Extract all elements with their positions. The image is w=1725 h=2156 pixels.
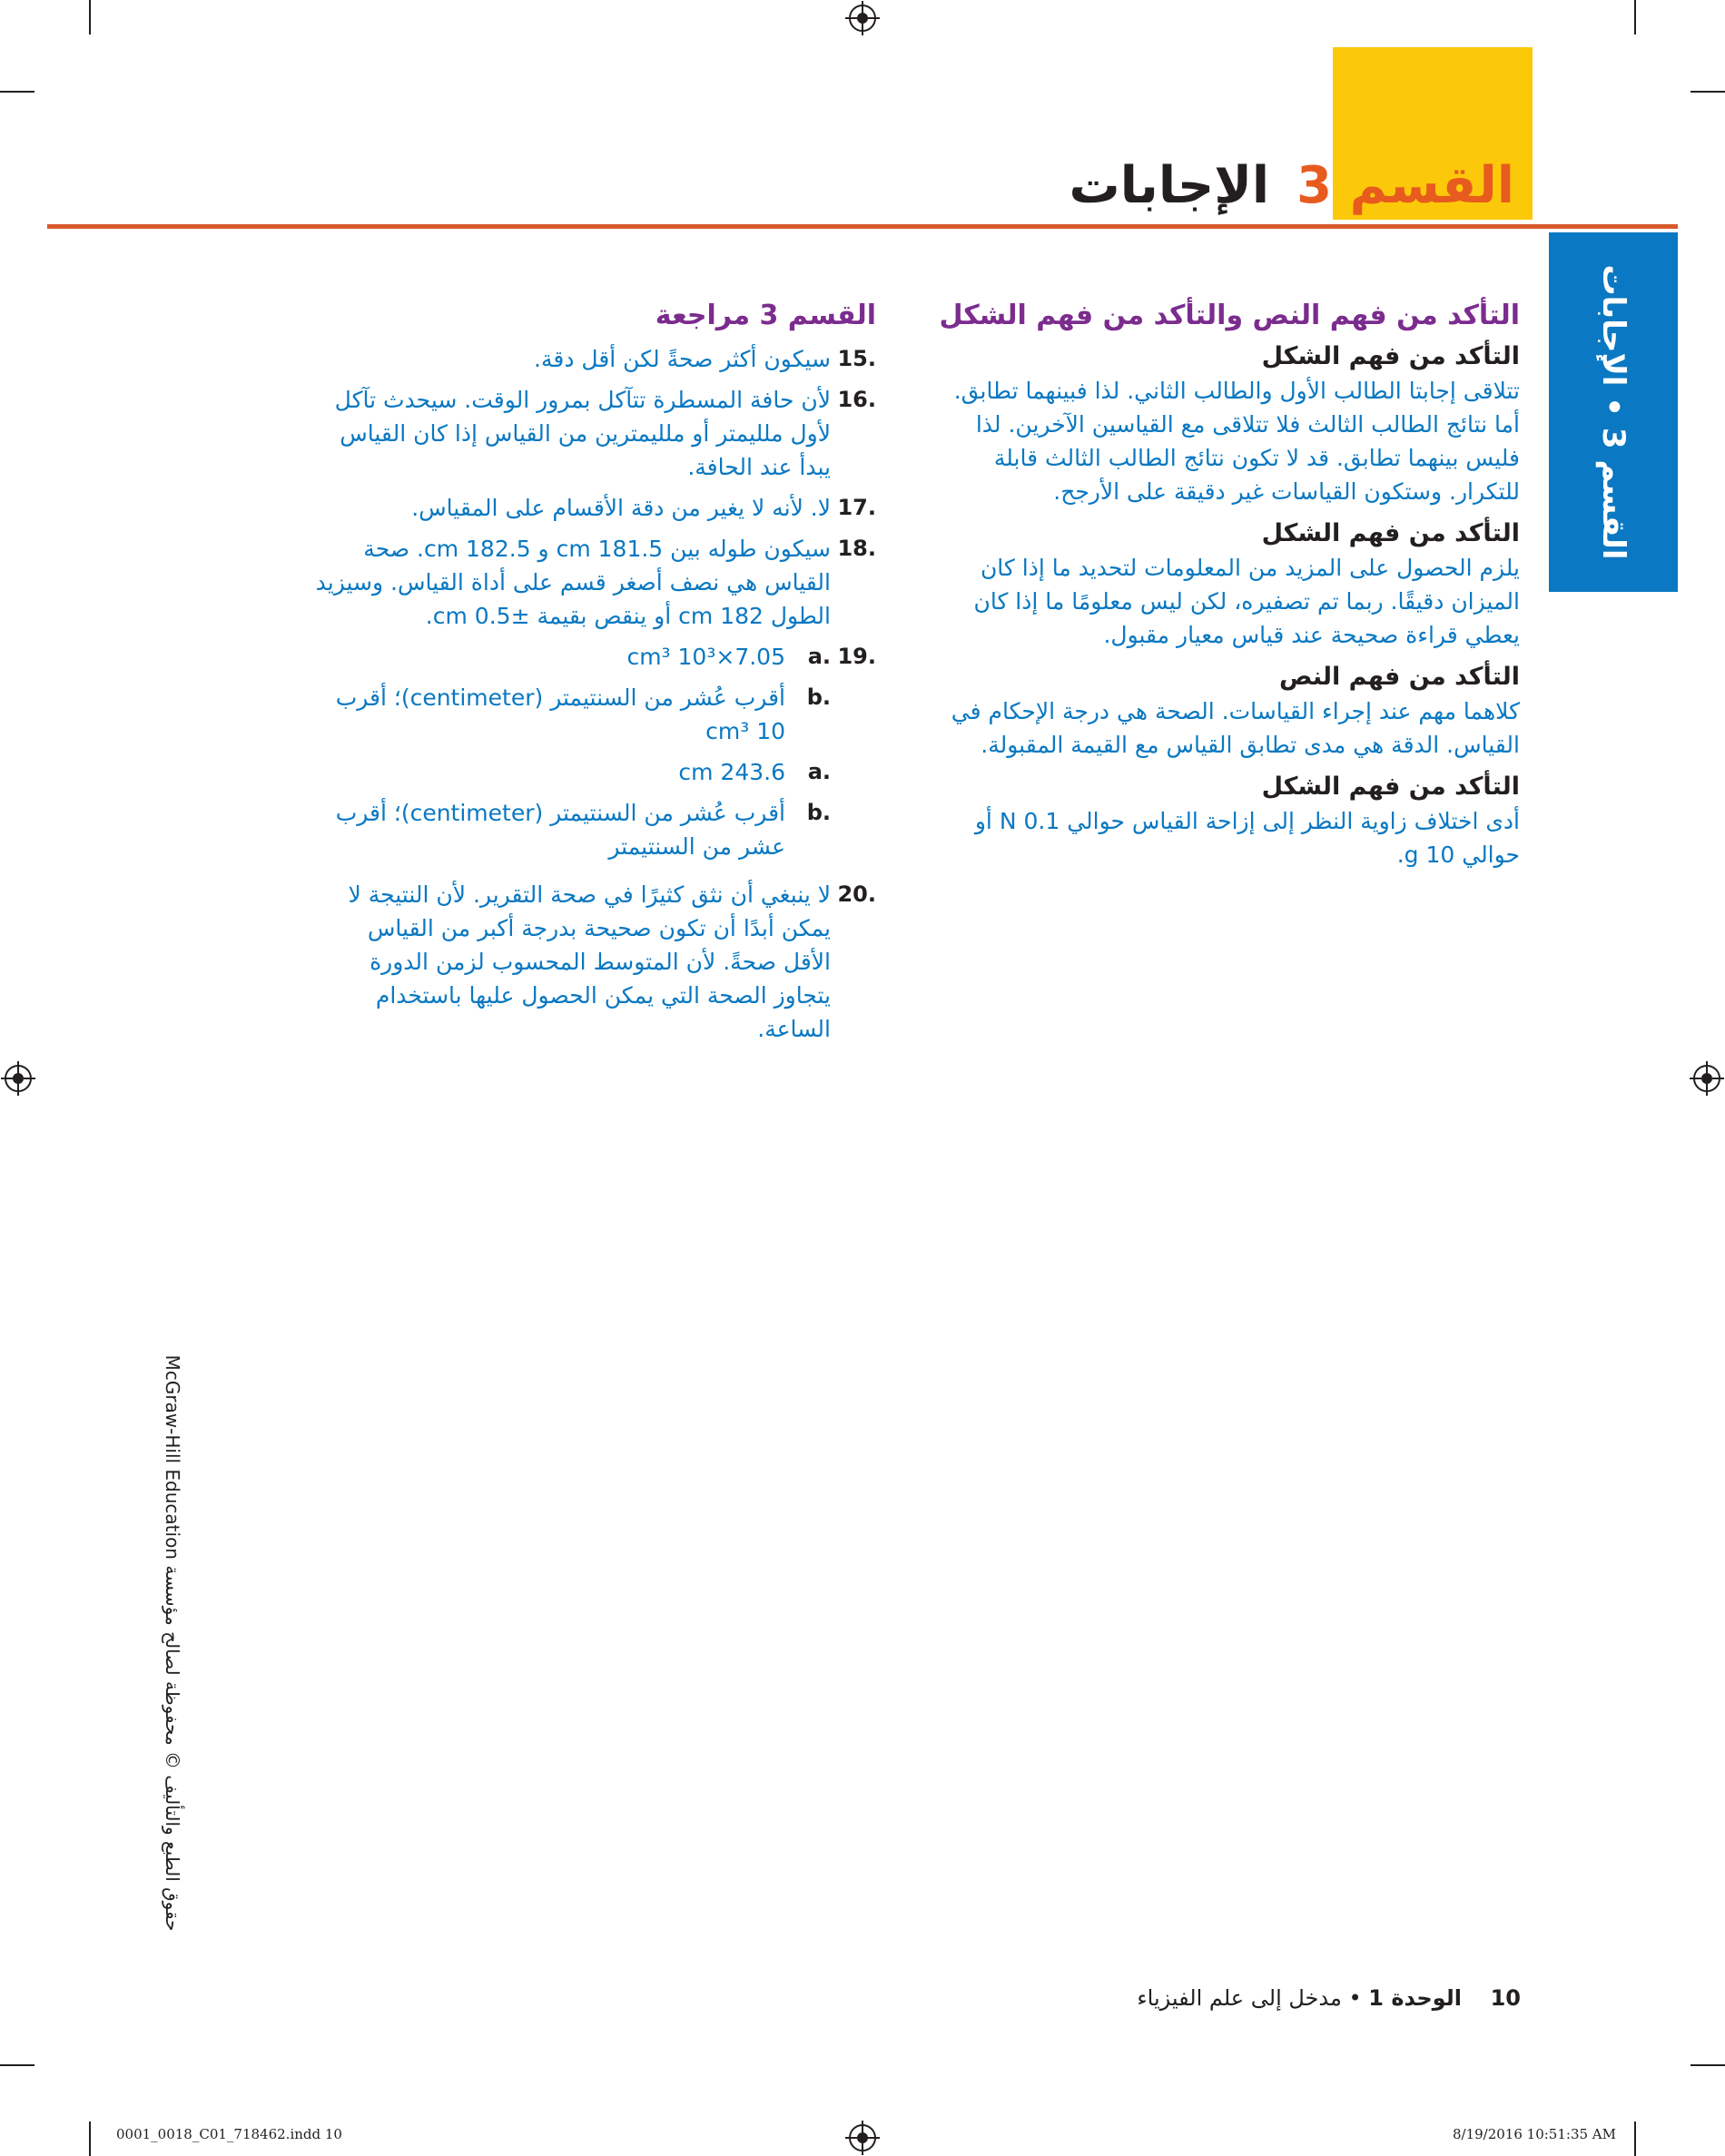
registration-mark-icon xyxy=(1693,1065,1720,1092)
sub-item xyxy=(313,755,831,789)
review-item xyxy=(313,491,876,525)
item-text: سيكون طوله بين 181.5 cm و 182.5 cm. صحة القياس هي نصف أصغر قسم على أداة القياس. وسيزيد الطول 182 cm أو ينقص بقيمة ±0.5 cm. xyxy=(315,536,831,629)
sub-label: b. xyxy=(806,800,831,825)
block-heading: التأكد من فهم الشكل xyxy=(1261,519,1520,547)
crop-mark xyxy=(89,0,91,34)
sub-text: 7.05×10³ cm³ xyxy=(626,644,785,670)
item-number: 17. xyxy=(837,495,876,520)
registration-mark-icon xyxy=(5,1065,32,1092)
item-number: 18. xyxy=(837,536,876,561)
copyright-credit: حقوق الطبع والتأليف © محفوظة لصالح مؤسسة McGraw-Hill Education xyxy=(162,1354,183,1932)
left-column-title: القسم 3 مراجعة xyxy=(655,300,876,331)
book-title: مدخل إلى علم الفيزياء xyxy=(1137,1985,1342,2011)
crop-mark xyxy=(89,2122,91,2156)
sub-text: 243.6 cm xyxy=(678,759,785,785)
review-item xyxy=(313,383,876,484)
slug-file: 0001_0018_C01_718462.indd 10 xyxy=(116,2126,342,2142)
right-column-title: التأكد من فهم النص والتأكد من فهم الشكل xyxy=(939,300,1520,331)
block-heading: التأكد من فهم الشكل xyxy=(1261,773,1520,801)
registration-mark-icon xyxy=(849,2124,876,2151)
side-tab-label: القسم 3 • الإجابات xyxy=(1595,264,1631,560)
sub-label: a. xyxy=(807,759,831,784)
item-text: سيكون أكثر صحةً لكن أقل دقة. xyxy=(534,346,831,372)
review-item xyxy=(313,342,876,376)
sub-text: أقرب عُشر من السنتيمتر (centimeter)؛ أقرب 10 cm³ xyxy=(335,684,785,744)
left-column xyxy=(313,300,876,1053)
block-heading: التأكد من فهم النص xyxy=(1279,663,1520,691)
block-text: أدى اختلاف زاوية النظر إلى إزاحة القياس حوالي 0.1 N أو حوالي 10 g. xyxy=(974,808,1520,868)
unit-label: الوحدة 1 xyxy=(1368,1985,1462,2011)
right-column xyxy=(939,300,1520,877)
item-text: لا ينبغي أن نثق كثيرًا في صحة التقرير. لأن النتيجة لا يمكن أبدًا أن تكون صحيحة بدرجة أكبر من القياس الأقل صحةً. لأن المتوسط المحسوب لزمن الدورة يتجاوز الصحة التي يمكن الحصول عليها باستخدام الساعة. xyxy=(348,881,831,1042)
section-label: القسم 3 xyxy=(1296,156,1514,215)
item-text: لا. لأنه لا يغير من دقة الأقسام على المقياس. xyxy=(411,495,831,521)
crop-mark xyxy=(0,91,34,93)
block-heading: التأكد من فهم الشكل xyxy=(1261,342,1520,370)
header-rule xyxy=(47,224,1678,229)
footer-separator: • xyxy=(1348,1985,1362,2011)
review-item xyxy=(313,878,876,1046)
crop-mark xyxy=(1634,0,1636,34)
sub-label: a. xyxy=(807,644,831,669)
review-item xyxy=(313,532,876,633)
sub-item xyxy=(313,640,831,674)
sub-label: b. xyxy=(806,684,831,710)
sub-list xyxy=(313,640,831,871)
page-footer xyxy=(1137,1985,1521,2011)
item-number: 19. xyxy=(837,644,876,669)
item-number: 15. xyxy=(837,346,876,371)
item-number: 20. xyxy=(837,881,876,907)
sub-item xyxy=(313,681,831,748)
answers-label: الإجابات xyxy=(1069,156,1270,215)
crop-mark xyxy=(0,2064,34,2066)
block-text: كلاهما مهم عند إجراء القياسات. الصحة هي درجة الإحكام في القياس. الدقة هي مدى تطابق القياس مع القيمة المقبولة. xyxy=(951,698,1520,758)
page-title xyxy=(1069,156,1514,215)
item-number: 16. xyxy=(837,387,876,412)
slug-timestamp: 8/19/2016 10:51:35 AM xyxy=(1452,2126,1616,2142)
crop-mark xyxy=(1690,2064,1725,2066)
block-text: يلزم الحصول على المزيد من المعلومات لتحديد ما إذا كان الميزان دقيقًا. ربما تم تصفيره، لكن ليس معلومًا ما إذا كان يعطي قراءة صحيحة عند قياس معيار مقبول. xyxy=(973,555,1520,648)
registration-mark-icon xyxy=(849,5,876,32)
sub-text: أقرب عُشر من السنتيمتر (centimeter)؛ أقرب عشر من السنتيمتر xyxy=(335,800,785,860)
block-text: تتلاقى إجابتا الطالب الأول والطالب الثاني. لذا فبينهما تطابق. أما نتائج الطالب الثالث فلا تتلاقى مع القياسين الآخرين. لذا فليس بينهما تطابق. قد لا تكون نتائج الطالب الثالث قابلة للتكرار. وستكون القياسات غير دقيقة على الأرجح. xyxy=(953,378,1520,505)
page-number: 10 xyxy=(1490,1985,1521,2011)
sub-item xyxy=(313,796,831,863)
review-item xyxy=(313,640,876,871)
item-text: لأن حافة المسطرة تتآكل بمرور الوقت. سيحدث تآكل لأول ملليمتر أو ملليمترين من القياس إذا كان القياس يبدأ عند الحافة. xyxy=(334,387,831,480)
crop-mark xyxy=(1690,91,1725,93)
crop-mark xyxy=(1634,2122,1636,2156)
